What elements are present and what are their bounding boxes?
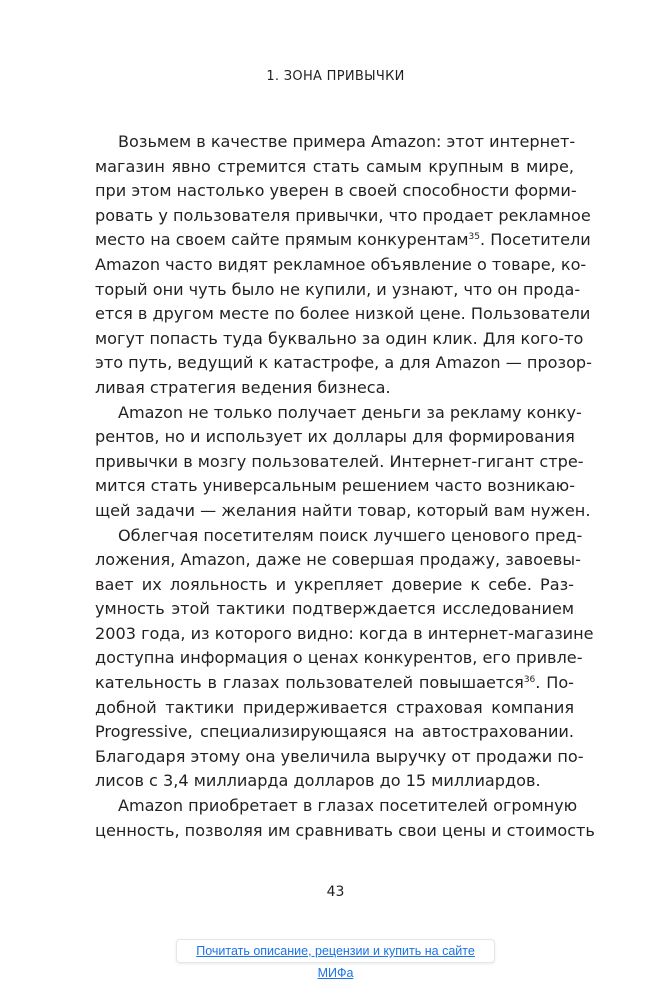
text-fragment: . По- — [535, 673, 574, 693]
text-line: умность этой тактики подтверждается исследованием — [95, 599, 574, 619]
text-line: доступна информация о ценах конкурентов, его привле- — [95, 648, 583, 668]
text-line: щей задачи — желания найти товар, который вам нужен. — [95, 500, 591, 520]
text-line: вает их лояльность и укрепляет доверие к себе. Раз- — [95, 574, 574, 594]
text-line: Progressive, специализирующаяся на автостраховании. — [95, 722, 574, 742]
text-line: ровать у пользователя привычки, что продает рекламное — [95, 205, 591, 225]
text-fragment: . Посетители — [479, 230, 591, 250]
footnote-ref: 36 — [523, 675, 536, 686]
text-line: при этом настолько уверен в своей способности форми- — [95, 181, 577, 201]
paragraph-4 — [95, 794, 595, 843]
text-line: лисов с 3,4 миллиарда долларов до 15 миллиардов. — [95, 771, 541, 791]
body-text — [95, 130, 595, 843]
text-line: Благодаря этому она увеличила выручку от продажи по- — [95, 746, 584, 766]
text-line: добной тактики придерживается страховая компания — [95, 697, 574, 717]
text-line: торый они чуть было не купили, и узнают, что он прода- — [95, 279, 581, 299]
text-line: 2003 года, из которого видно: когда в интернет-магазине — [95, 623, 594, 643]
promo-link[interactable]: Почитать описание, рецензии и купить на сайте МИФа — [176, 939, 495, 963]
text-line: магазин явно стремится стать самым крупным в мире, — [95, 156, 574, 176]
text-line: ложения, Amazon, даже не совершая продажу, завоевы- — [95, 550, 581, 570]
text-fragment: место на своем сайте прямым конкурентам — [95, 230, 469, 250]
page-number: 43 — [326, 884, 345, 900]
text-line: ется в другом месте по более низкой цене. Пользователи — [95, 304, 591, 324]
paragraph-3 — [95, 524, 594, 795]
text-line: привычки в мозгу пользователей. Интернет-гигант стре- — [95, 451, 584, 471]
text-line: Amazon приобретает в глазах посетителей огромную — [118, 796, 578, 816]
footnote-ref: 35 — [468, 232, 480, 243]
text-line — [95, 671, 574, 696]
text-line: ливая стратегия ведения бизнеса. — [95, 377, 391, 397]
text-line: Amazon часто видят рекламное объявление о товаре, ко- — [95, 254, 587, 274]
text-line: Amazon не только получает деньги за рекламу конку- — [118, 402, 582, 422]
text-line: это путь, ведущий к катастрофе, а для Amazon — прозор- — [95, 353, 592, 373]
running-head: 1. ЗОНА ПРИВЫЧКИ — [266, 69, 405, 84]
text-line: могут попасть туда буквально за один клик. Для кого-то — [95, 328, 584, 348]
text-line: рентов, но и использует их доллары для формирования — [95, 427, 575, 447]
paragraph-1 — [95, 130, 592, 401]
text-line: ценность, позволяя им сравнивать свои цены и стоимость — [95, 820, 595, 840]
text-line: Возьмем в качестве примера Amazon: этот интернет- — [118, 132, 576, 151]
paragraph-2 — [95, 401, 591, 524]
text-line: Облегчая посетителям поиск лучшего ценового пред- — [118, 525, 583, 545]
text-fragment: кательность в глазах пользователей повышается — [95, 673, 524, 693]
text-line: мится стать универсальным решением часто возникаю- — [95, 476, 576, 496]
text-line — [95, 228, 591, 253]
